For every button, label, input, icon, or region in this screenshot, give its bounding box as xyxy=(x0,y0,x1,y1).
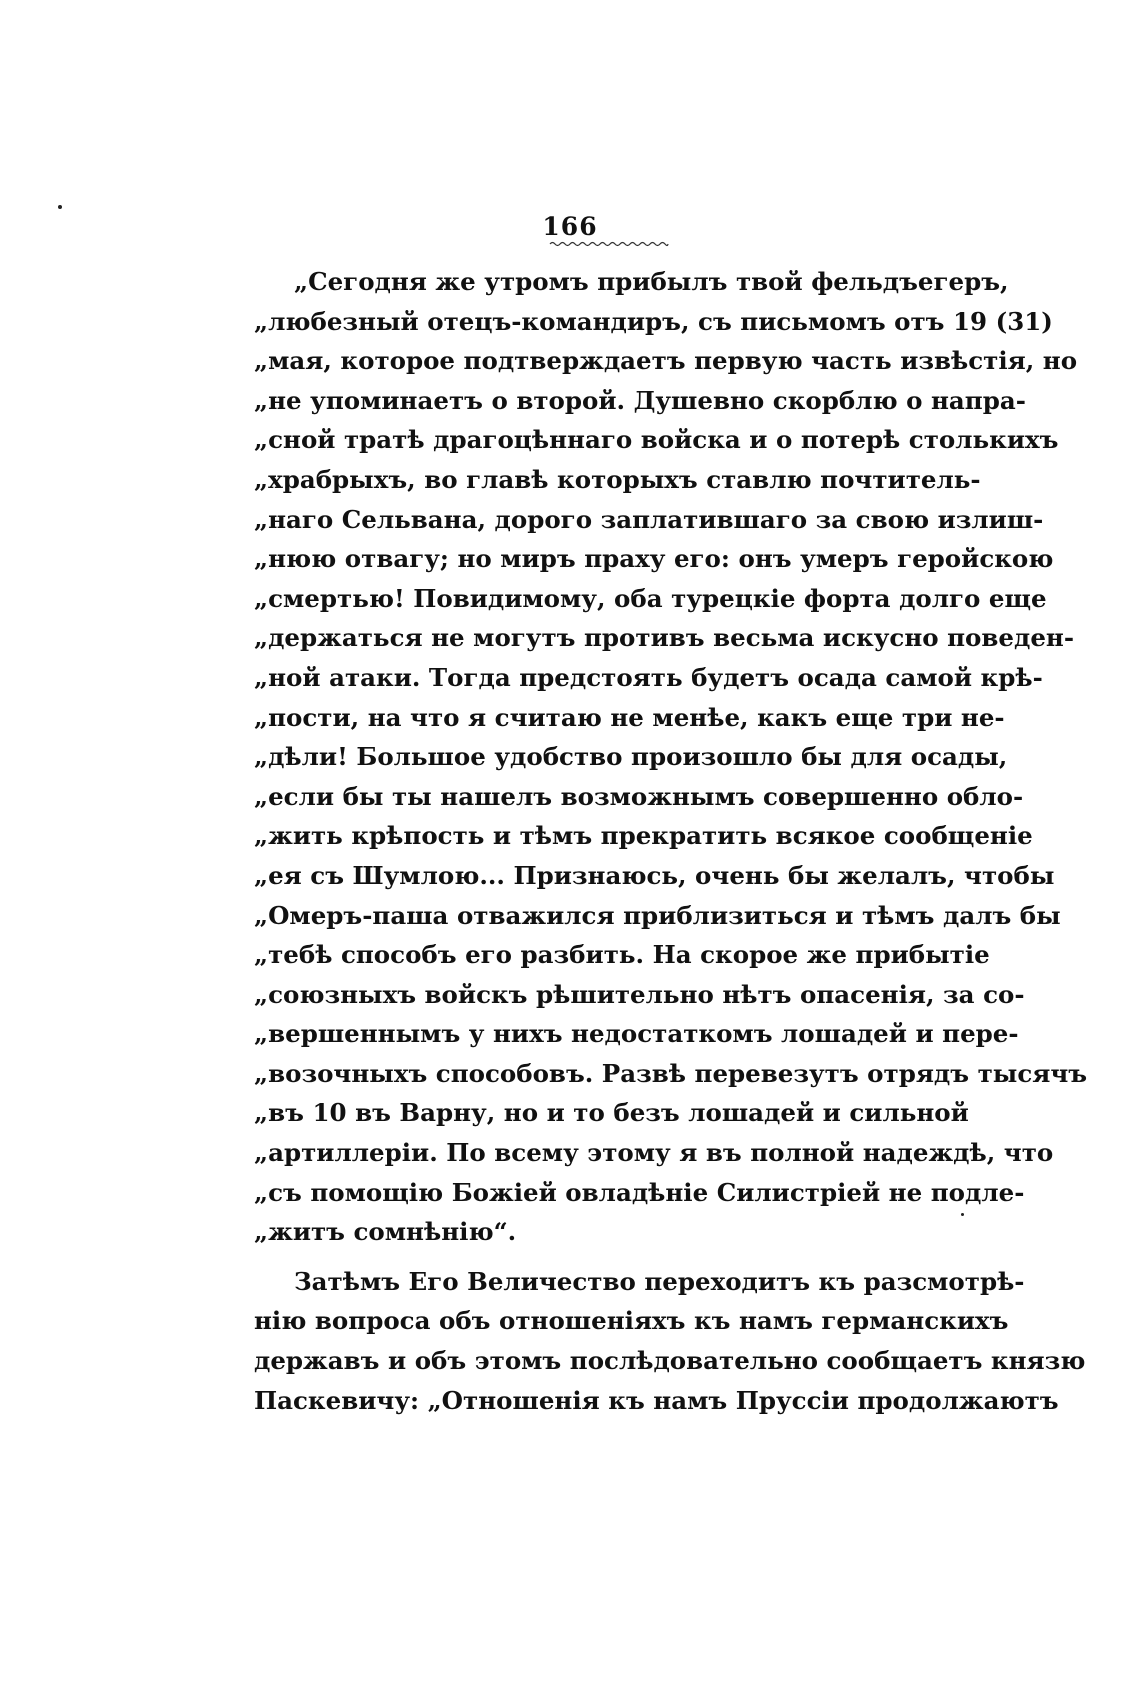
text-line: „тебѣ способъ его разбить. На скорое же прибытіе xyxy=(254,940,990,970)
text-line: „Омеръ-паша отважился приблизиться и тѣмъ далъ бы xyxy=(254,900,1061,930)
text-line: „ея съ Шумлою... Признаюсь, очень бы желалъ, чтобы xyxy=(254,860,1055,890)
page-number-wavy-rule xyxy=(550,241,668,247)
text-line: „Сегодня же утромъ прибылъ твой фельдъегеръ, xyxy=(294,267,1009,296)
text-line: „мая, которое подтверждаетъ первую часть извѣстія, но xyxy=(254,346,1078,376)
text-line: „наго Сельвана, дорого заплатившаго за свою излиш- xyxy=(254,504,1044,534)
page-number: 166 xyxy=(542,212,598,241)
text-line: нію вопроса объ отношеніяхъ къ намъ германскихъ xyxy=(254,1306,1009,1336)
text-line: „союзныхъ войскъ рѣшительно нѣтъ опасенія, за со- xyxy=(254,979,1025,1009)
text-line: „смертью! Повидимому, оба турецкіе форта долго еще xyxy=(254,583,1047,613)
text-line: „дѣли! Большое удобство произошло бы для осады, xyxy=(254,742,1008,772)
quote-paragraph xyxy=(254,262,1088,1252)
text-line: Затѣмъ Его Величество переходитъ къ разсмотрѣ- xyxy=(294,1266,1025,1296)
text-line: „не упоминаетъ о второй. Душевно скорблю о напра- xyxy=(254,385,1026,415)
text-line: „любезный отецъ-командиръ, съ письмомъ отъ 19 (31) xyxy=(254,306,1053,336)
scan-speck xyxy=(961,1213,964,1216)
text-line: „артиллеріи. По всему этому я въ полной надеждѣ, что xyxy=(254,1138,1054,1168)
narrative-paragraph xyxy=(254,1262,1086,1420)
text-line: „ной атаки. Тогда предстоять будетъ осада самой крѣ- xyxy=(254,662,1043,692)
body-text xyxy=(254,262,1088,1420)
text-line: „сной тратѣ драгоцѣннаго войска и о потерѣ столькихъ xyxy=(254,425,1059,455)
text-line: „пости, на что я считаю не менѣе, какъ еще три не- xyxy=(254,702,1005,732)
text-line: „возочныхъ способовъ. Развѣ перевезутъ отрядъ тысячъ xyxy=(254,1058,1088,1088)
text-line: „если бы ты нашелъ возможнымъ совершенно обло- xyxy=(254,781,1024,811)
text-line: „жить крѣпость и тѣмъ прекратить всякое сообщеніе xyxy=(254,821,1033,851)
text-line: „въ 10 въ Варну, но и то безъ лошадей и сильной xyxy=(254,1098,969,1128)
text-line: державъ и объ этомъ послѣдовательно сообщаетъ князю xyxy=(254,1346,1086,1376)
text-line: „съ помощію Божіей овладѣніе Силистріей не подле- xyxy=(254,1177,1025,1207)
scan-speck xyxy=(58,205,62,209)
text-line: „вершеннымъ у нихъ недостаткомъ лошадей и пере- xyxy=(254,1019,1019,1049)
text-line: „житъ сомнѣнію“. xyxy=(254,1217,517,1247)
text-line: „нюю отвагу; но миръ праху его: онъ умеръ геройскою xyxy=(254,544,1054,574)
text-line: Паскевичу: „Отношенія къ намъ Пруссіи продолжаютъ xyxy=(254,1385,1059,1415)
paragraph-gap xyxy=(254,1252,960,1262)
text-line: „держаться не могутъ противъ весьма искусно поведен- xyxy=(254,623,1075,653)
text-line: „храбрыхъ, во главѣ которыхъ ставлю почтитель- xyxy=(254,464,981,494)
